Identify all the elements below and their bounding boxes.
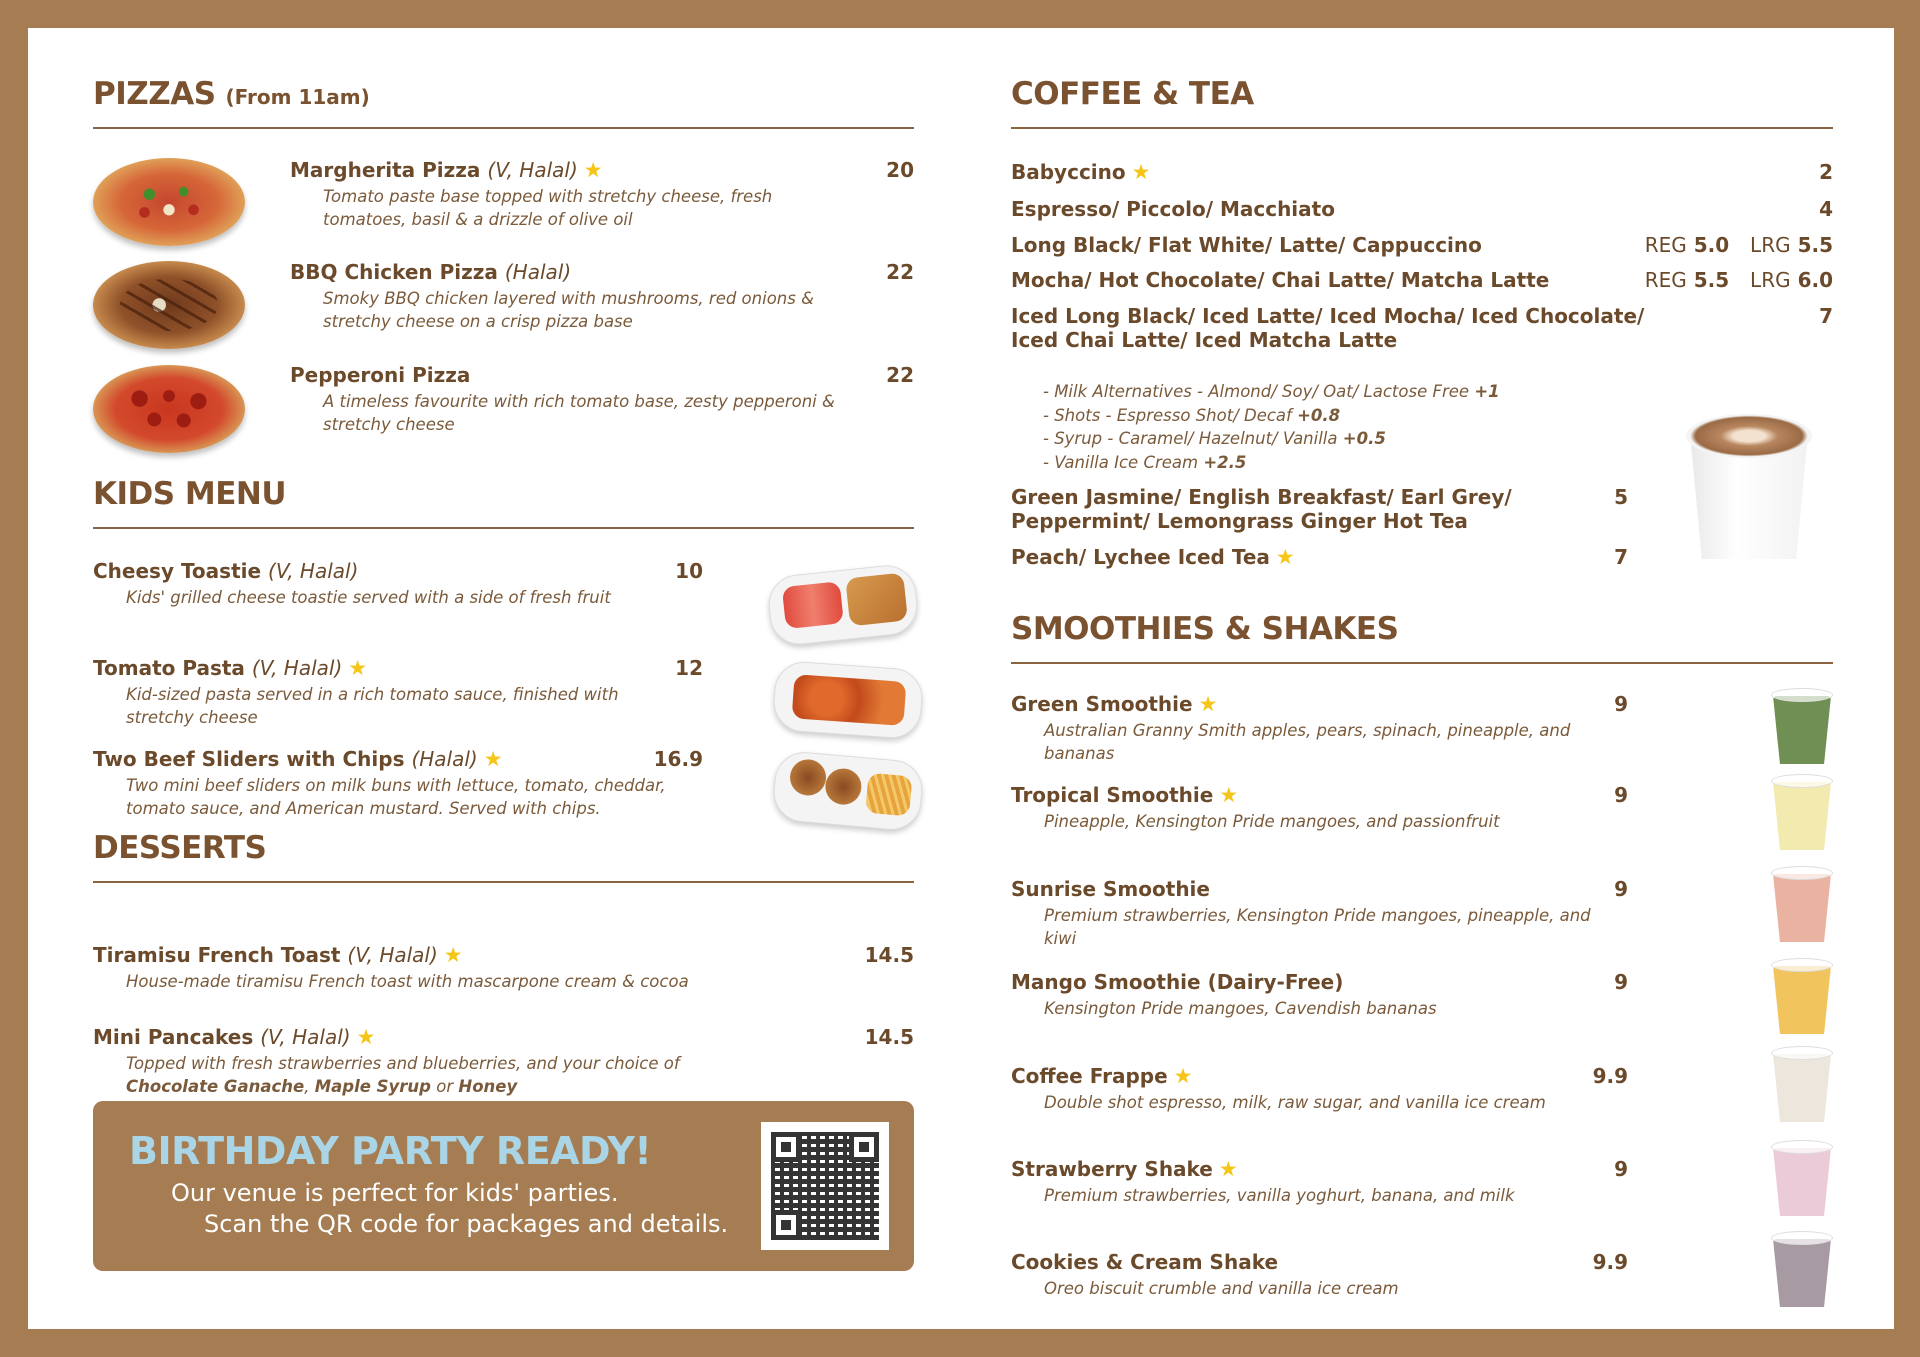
pizzas-divider [93,127,914,129]
item-name: Tiramisu French Toast [93,943,341,967]
menu-item [93,747,673,820]
item-price: 14.5 [864,943,914,967]
item-description: Tomato paste base topped with stretchy cheese, fresh tomatoes, basil & a drizzle of olive oil [323,187,773,229]
item-name: Tropical Smoothie [1011,783,1214,807]
menu-item [290,260,850,333]
item-name: Sunrise Smoothie [1011,877,1210,901]
cup-lid [1771,866,1833,880]
item-description: Premium strawberries, Kensington Pride mangoes, pineapple, and kiwi [1044,906,1591,948]
menu-sheet [28,28,1894,1329]
coffee-frappe-image [1773,1046,1831,1122]
star-icon: ★ [1219,783,1239,807]
item-price: 14.5 [864,1025,914,1049]
menu-item [1011,485,1512,533]
lrg-price: 6.0 [1797,268,1833,292]
item-price: 12 [675,656,703,680]
item-name-line2: Peppermint/ Lemongrass Ginger Hot Tea [1011,509,1468,533]
menu-item [1011,783,1591,833]
qr-finder [849,1132,879,1162]
item-name: Long Black/ Flat White/ Latte/ Cappuccino [1011,233,1482,257]
menu-item [93,656,673,729]
item-description: Premium strawberries, vanilla yoghurt, banana, and milk [1044,1186,1515,1205]
item-name: Coffee Frappe [1011,1064,1168,1088]
extra-text: - Shots - Espresso Shot/ Decaf [1043,405,1292,425]
qr-finder [771,1132,801,1162]
mango-smoothie-image [1773,958,1831,1034]
item-tag: (V, Halal) [260,1025,351,1049]
item-tag: (V, Halal) [251,656,343,680]
slider-image [789,758,828,797]
item-price: 9 [1614,970,1628,994]
cookies-cream-shake-image [1773,1231,1831,1307]
extra-text: - Syrup - Caramel/ Hazelnut/ Vanilla [1043,429,1338,448]
beef-sliders-image [771,750,925,833]
item-description: Double shot espresso, milk, raw sugar, and vanilla ice cream [1044,1093,1546,1112]
kids-menu-title: KIDS MENU [93,476,287,512]
birthday-line2: Scan the QR code for packages and details. [204,1210,729,1238]
birthday-title: BIRTHDAY PARTY READY! [129,1129,652,1173]
cup-liquid [1773,874,1831,942]
qr-finder [771,1210,801,1240]
desserts-divider [93,881,914,883]
item-description: Pineapple, Kensington Pride mangoes, and passionfruit [1044,812,1500,831]
extra-item [1043,380,1500,404]
separator: or [436,1077,454,1096]
latte-cup-image [1668,414,1828,564]
item-description: Australian Granny Smith apples, pears, spinach, pineapple, and bananas [1044,721,1571,763]
cup-lid [1771,688,1833,702]
desserts-title: DESSERTS [93,830,267,866]
cup-liquid [1773,1148,1831,1216]
item-tag: (V, Halal) [347,943,438,967]
item-name: Green Smoothie [1011,692,1193,716]
menu-item [1011,233,1482,257]
item-name: Mango Smoothie (Dairy-Free) [1011,970,1344,994]
menu-item [1011,1157,1591,1207]
item-price: 9 [1614,783,1628,807]
coffee-tea-title: COFFEE & TEA [1011,76,1254,112]
menu-item [1011,877,1591,950]
extra-price: +0.5 [1342,429,1386,448]
item-name: Strawberry Shake [1011,1157,1213,1181]
coffee-extras [1043,380,1500,474]
birthday-line1: Our venue is perfect for kids' parties. [171,1179,619,1207]
cup-liquid [1773,966,1831,1034]
strawberry-shake-image [1773,1140,1831,1216]
menu-item [1011,160,1150,184]
latte-art [1686,414,1812,458]
item-name: Babyccino [1011,160,1126,184]
item-name: Pepperoni Pizza [290,363,471,387]
menu-item [290,158,850,231]
size-prices [1593,268,1833,292]
lrg-label: LRG [1750,233,1791,257]
pizzas-subtitle: (From 11am) [225,85,370,109]
cup-liquid [1773,1239,1831,1307]
lrg-label: LRG [1750,268,1791,292]
item-name-line2: Iced Chai Latte/ Iced Matcha Latte [1011,328,1398,352]
extra-text: - Vanilla Ice Cream [1043,452,1199,472]
item-description: Smoky BBQ chicken layered with mushrooms, red onions & stretchy cheese on a crisp pizza base [323,289,814,331]
option-maple: Maple Syrup [314,1077,431,1096]
item-description: Two mini beef sliders on milk buns with lettuce, tomato, cheddar, tomato sauce, and American mustard. Served with chips. [126,776,666,818]
item-name: Cheesy Toastie [93,559,262,583]
menu-item [1011,197,1335,221]
item-tag: (V, Halal) [487,158,578,182]
item-name: Two Beef Sliders with Chips [93,747,405,771]
qr-pattern [771,1132,879,1240]
item-description: Kensington Pride mangoes, Cavendish bananas [1044,999,1437,1018]
slider-image [824,767,863,806]
cup-liquid [1773,1054,1831,1122]
extra-item [1043,427,1500,451]
star-icon: ★ [1218,1157,1238,1181]
item-price: 22 [886,363,914,387]
menu-item [93,943,793,993]
pepperoni-pizza-image [93,365,245,453]
item-name: Espresso/ Piccolo/ Macchiato [1011,197,1335,221]
item-price: 7 [1819,304,1833,328]
item-tag: (Halal) [411,747,478,771]
fruit-image [782,581,844,629]
kids-divider [93,527,914,529]
extra-item [1043,451,1500,475]
cup-lid [1771,1140,1833,1154]
star-icon: ★ [583,158,603,182]
bbq-chicken-pizza-image [93,261,245,349]
pizzas-heading [93,76,370,112]
margherita-pizza-image [93,158,245,246]
menu-item [1011,268,1549,292]
item-price: 2 [1819,160,1833,184]
item-description: House-made tiramisu French toast with mascarpone cream & cocoa [126,972,689,991]
star-icon: ★ [348,656,368,680]
item-price: 9.9 [1592,1250,1628,1274]
cup-lid [1771,958,1833,972]
reg-price: 5.0 [1693,233,1730,257]
item-price: 22 [886,260,914,284]
item-description: Kid-sized pasta served in a rich tomato sauce, finished with stretchy cheese [126,685,619,727]
cup-liquid [1773,696,1831,764]
cup-lid [1771,1046,1833,1060]
menu-item [290,363,850,436]
sunrise-smoothie-image [1773,866,1831,942]
item-tag: (V, Halal) [268,559,359,583]
extra-price: +1 [1474,382,1500,401]
tomato-pasta-image [772,660,925,740]
cheesy-toastie-image [766,562,921,647]
menu-item [1011,304,1644,352]
item-name: Margherita Pizza [290,158,481,182]
item-price: 10 [675,559,703,583]
smoothies-title: SMOOTHIES & SHAKES [1011,611,1399,647]
menu-item [1011,692,1591,765]
birthday-banner [93,1101,914,1271]
item-price: 9 [1614,877,1628,901]
cup-lid [1771,774,1833,788]
green-smoothie-image [1773,688,1831,764]
item-price: 9 [1614,692,1628,716]
item-description: A timeless favourite with rich tomato base, zesty pepperoni & stretchy cheese [323,392,835,434]
star-icon: ★ [483,747,503,771]
star-icon: ★ [443,943,463,967]
item-price: 16.9 [653,747,703,771]
extra-text: - Milk Alternatives - Almond/ Soy/ Oat/ Lactose Free [1043,382,1470,401]
extra-item [1043,404,1500,428]
item-name: Peach/ Lychee Iced Tea [1011,545,1270,569]
extra-price: +2.5 [1203,452,1247,472]
menu-item [93,559,673,609]
extra-price: +0.8 [1297,405,1341,425]
desc-text: Topped with fresh strawberries and blueberries, and your choice of [126,1054,680,1073]
chips-image [865,773,912,817]
tropical-smoothie-image [1773,774,1831,850]
menu-item [1011,1064,1591,1114]
item-name: Mini Pancakes [93,1025,254,1049]
item-description [126,1052,793,1098]
size-prices [1593,233,1833,257]
option-honey: Honey [458,1077,518,1096]
smoothies-divider [1011,662,1833,664]
item-tag: (Halal) [504,260,572,284]
star-icon: ★ [1275,545,1295,569]
option-chocolate: Chocolate Ganache [126,1077,305,1096]
coffee-divider [1011,127,1833,129]
item-price: 7 [1614,545,1628,569]
item-name-line1: Green Jasmine/ English Breakfast/ Earl Grey/ [1011,485,1512,509]
star-icon: ★ [1198,692,1218,716]
star-icon: ★ [356,1025,376,1049]
reg-label: REG [1644,268,1687,292]
star-icon: ★ [1173,1064,1193,1088]
item-description: Oreo biscuit crumble and vanilla ice cream [1044,1279,1399,1298]
item-name-line1: Iced Long Black/ Iced Latte/ Iced Mocha/ Iced Chocolate/ [1011,304,1645,328]
separator: , [304,1077,310,1096]
toastie-image [845,573,908,627]
item-price: 20 [886,158,914,182]
qr-code[interactable] [761,1122,889,1250]
menu-item [1011,1250,1591,1300]
pasta-image [792,674,907,726]
item-price: 4 [1819,197,1833,221]
cup-lid [1771,1231,1833,1245]
item-name: Cookies & Cream Shake [1011,1250,1279,1274]
menu-item [1011,970,1591,1020]
item-price: 5 [1614,485,1628,509]
lrg-price: 5.5 [1797,233,1833,257]
cup-liquid [1773,782,1831,850]
reg-price: 5.5 [1693,268,1730,292]
item-price: 9 [1614,1157,1628,1181]
item-description: Kids' grilled cheese toastie served with a side of fresh fruit [126,588,611,607]
item-name: Tomato Pasta [93,656,245,680]
reg-label: REG [1644,233,1687,257]
menu-item [93,1025,793,1098]
item-name: Mocha/ Hot Chocolate/ Chai Latte/ Matcha Latte [1011,268,1550,292]
pizzas-title: PIZZAS [93,76,216,112]
item-price: 9.9 [1592,1064,1628,1088]
star-icon: ★ [1131,160,1151,184]
menu-item [1011,545,1295,569]
item-name: BBQ Chicken Pizza [290,260,498,284]
